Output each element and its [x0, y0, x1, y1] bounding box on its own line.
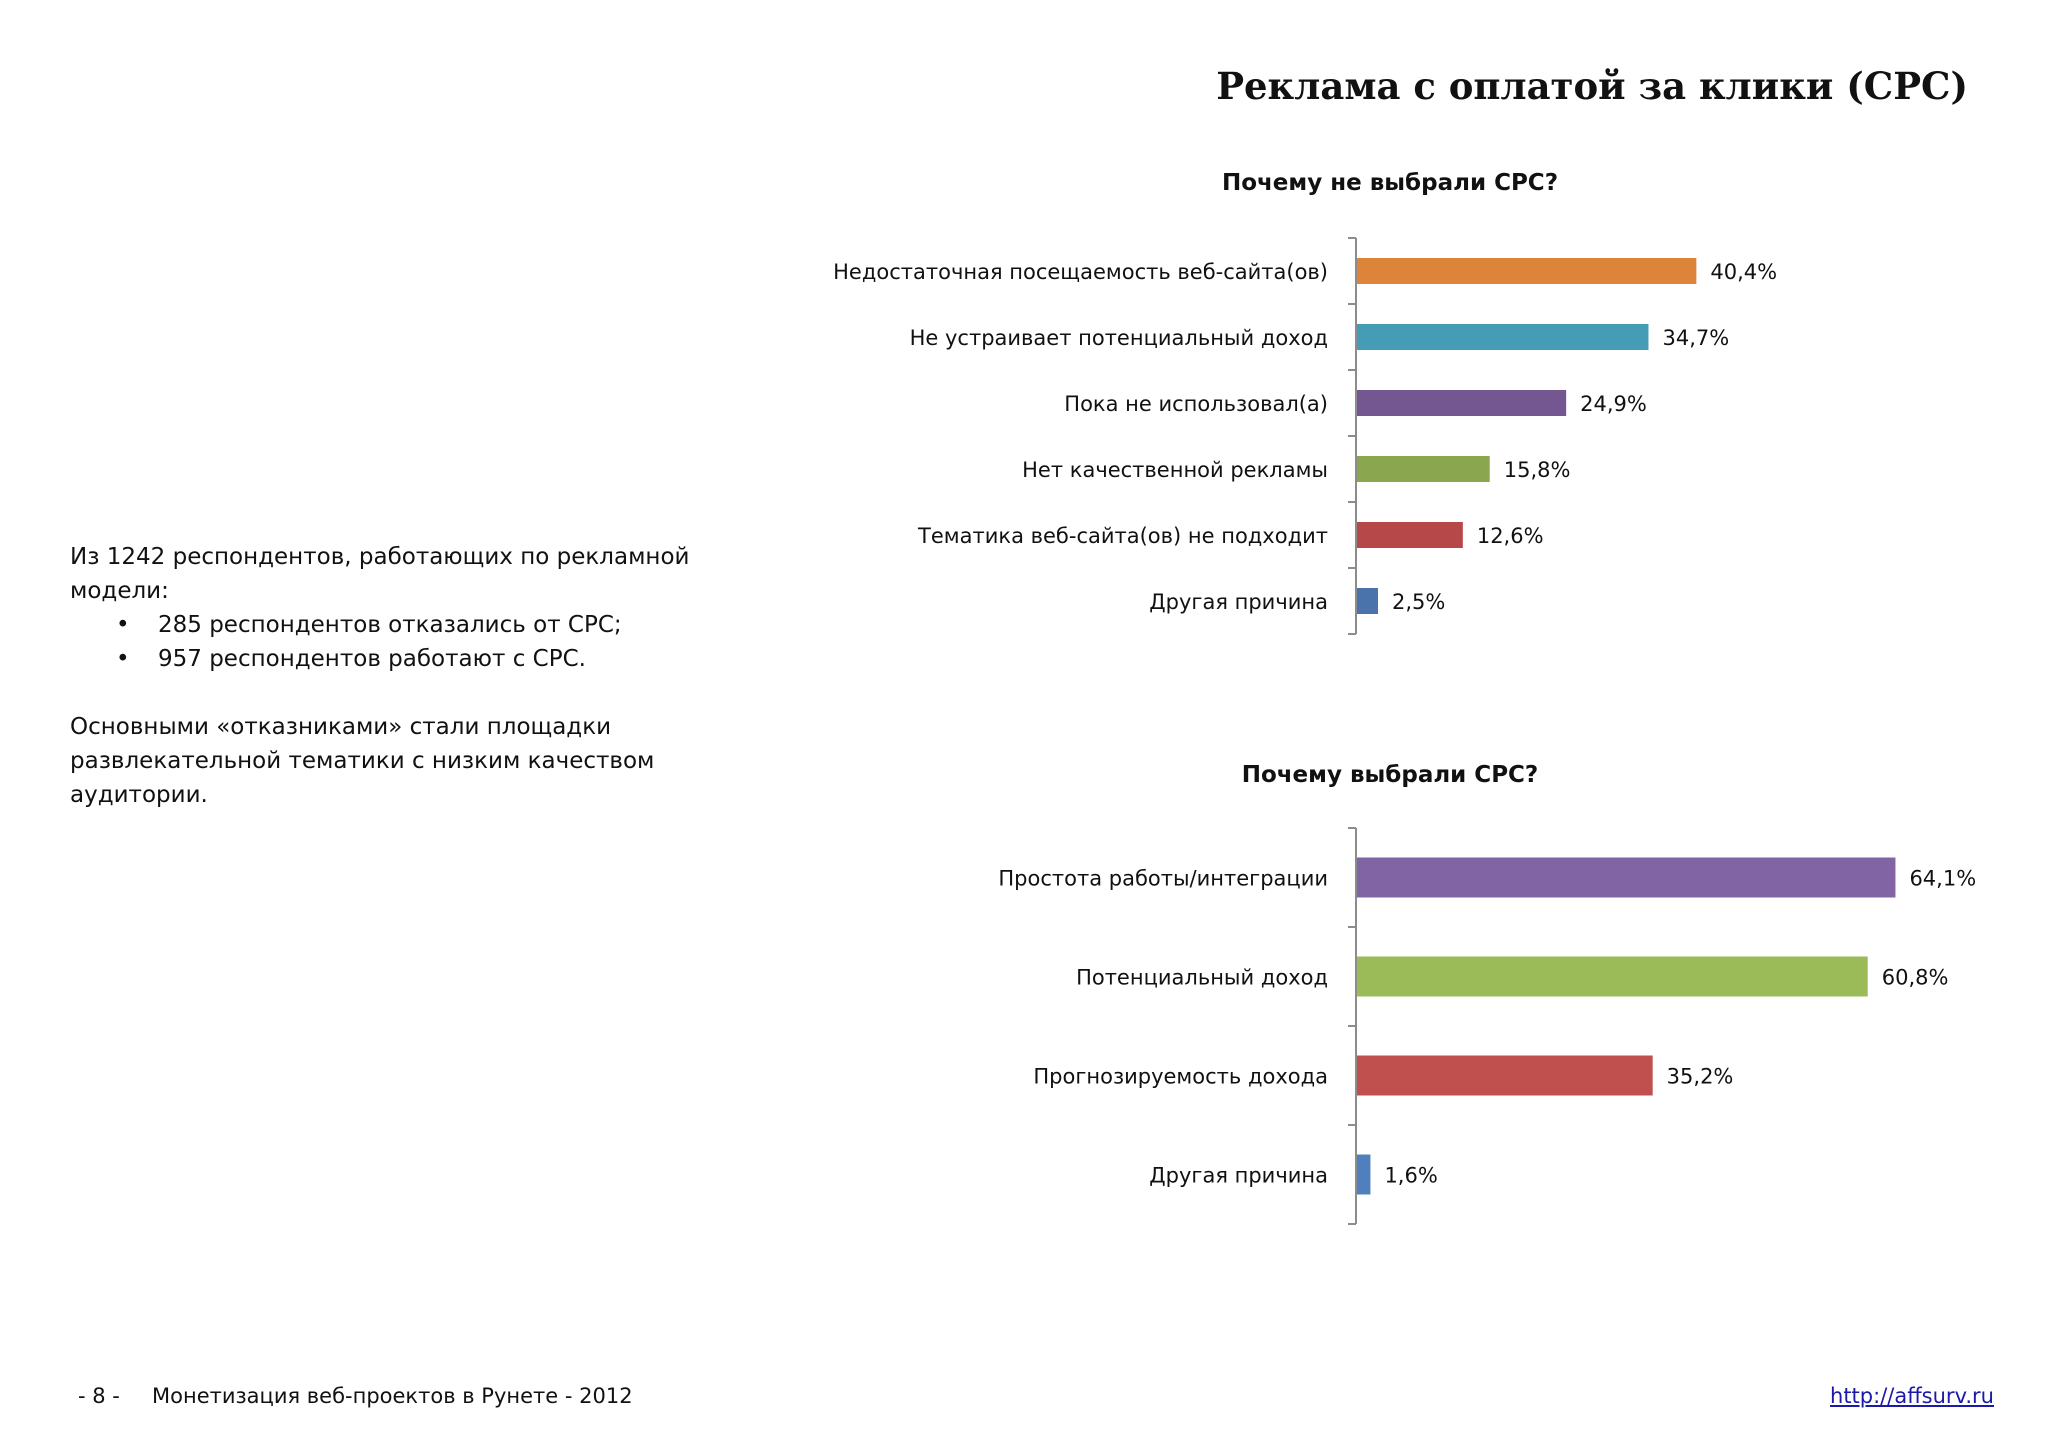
intro-lead: Из 1242 респондентов, работающих по рекламной модели: — [70, 544, 690, 604]
intro-bullet: • 957 респондентов работают с CPC. — [158, 642, 710, 676]
value-label: 1,6% — [1384, 1163, 1438, 1188]
category-label: Недостаточная посещаемость веб-сайта(ов) — [833, 260, 1328, 284]
value-label: 34,7% — [1662, 326, 1730, 350]
value-label: 35,2% — [1666, 1064, 1734, 1089]
bar — [1357, 1056, 1653, 1096]
value-label: 2,5% — [1392, 590, 1446, 614]
value-label: 64,1% — [1909, 866, 1977, 891]
category-label: Потенциальный доход — [1076, 965, 1328, 990]
value-label: 15,8% — [1503, 458, 1571, 482]
category-label: Пока не использовал(а) — [1064, 392, 1328, 416]
category-label: Прогнозируемость дохода — [1033, 1064, 1328, 1089]
footer — [0, 1384, 2048, 1414]
bar — [1357, 1155, 1370, 1195]
category-label: Нет качественной рекламы — [1022, 458, 1328, 482]
category-label: Простота работы/интеграции — [998, 866, 1328, 891]
intro-bullet: • 285 респондентов отказались от CPC; — [158, 608, 710, 642]
category-label: Другая причина — [1149, 1163, 1328, 1188]
value-label: 24,9% — [1580, 392, 1647, 416]
intro-conclusion: Основными «отказниками» стали площадки развлекательной тематики с низким качеством аудитории. — [70, 714, 655, 808]
chart-title: Почему не выбрали CPC? — [1221, 170, 1559, 196]
page-title: Реклама с оплатой за клики (CPC) — [1216, 64, 1968, 108]
value-label: 12,6% — [1476, 524, 1544, 548]
value-label: 40,4% — [1710, 260, 1778, 284]
value-label: 60,8% — [1881, 965, 1949, 990]
bar — [1357, 957, 1868, 997]
bar — [1357, 858, 1895, 898]
site-link[interactable]: http://affsurv.ru — [1830, 1384, 1994, 1408]
category-label: Тематика веб-сайта(ов) не подходит — [918, 524, 1328, 548]
category-label: Не устраивает потенциальный доход — [909, 326, 1328, 350]
category-label: Другая причина — [1149, 590, 1328, 614]
chart-title: Почему выбрали CPC? — [1241, 762, 1539, 788]
page-number: - 8 - — [78, 1384, 120, 1408]
document-title: Монетизация веб-проектов в Рунете - 2012 — [152, 1384, 633, 1408]
